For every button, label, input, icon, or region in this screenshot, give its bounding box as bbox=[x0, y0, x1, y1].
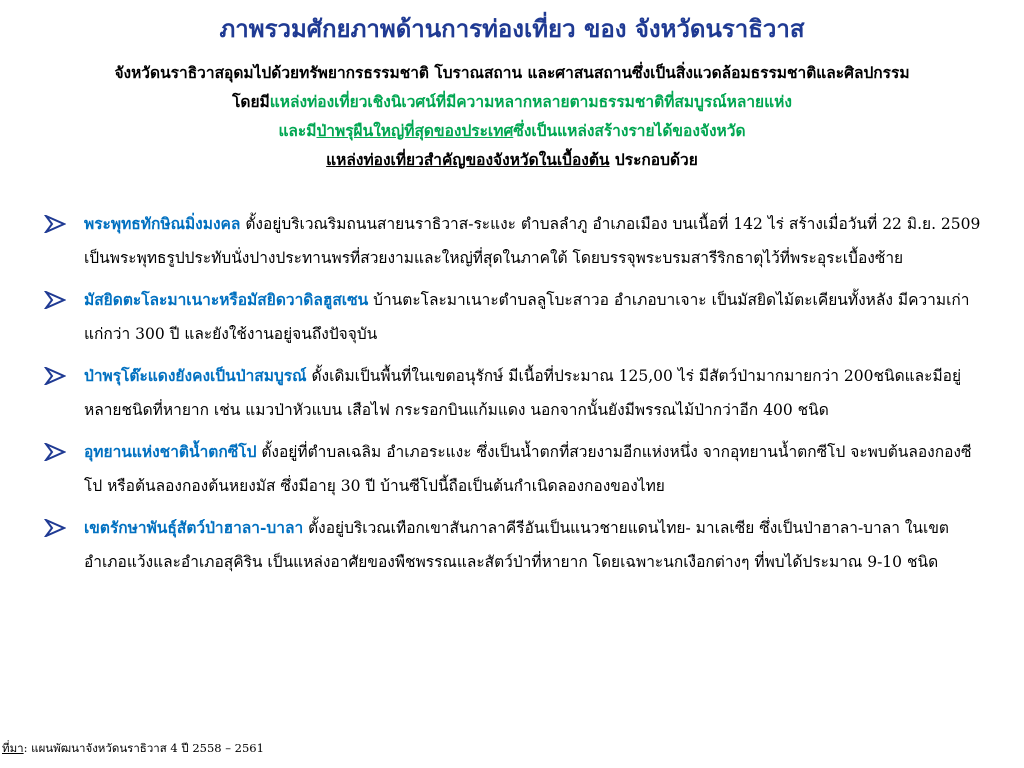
source-label: ที่มา bbox=[2, 741, 24, 755]
arrow-bullet-icon bbox=[44, 511, 84, 545]
list-item bbox=[44, 283, 984, 351]
intro-line-2 bbox=[20, 87, 1004, 116]
attraction-description: บ้านตะโละมาเนาะตำบลลูโบะสาวอ อำเภอบาเจาะ เป็นมัสยิดไม้ตะเคียนทั้งหลัง มีความเก่าแก่กว่า 300 ปี และยังใช้งานอยู่จนถึงปัจจุบัน bbox=[84, 291, 970, 343]
list-item-text bbox=[84, 359, 984, 427]
arrow-bullet-icon bbox=[44, 283, 84, 317]
list-item bbox=[44, 359, 984, 427]
list-item-text bbox=[84, 435, 984, 503]
attraction-description: ตั้งอยู่บริเวณริมถนนสายนราธิวาส-ระแงะ ตำบลลำภู อำเภอเมือง บนเนื้อที่ 142 ไร่ สร้างเมื่อวันที่ 22 มิ.ย. 2509 เป็นพระพุทธรูปประทับนั่งปางประทานพรที่สวยงามและใหญ่ที่สุดในภาคใต้ โดยบรรจุพระบรมสารีริกธาตุไว้ที่พระอุระเบื้องซ้าย bbox=[84, 215, 981, 267]
page-title: ภาพรวมศักยภาพด้านการท่องเที่ยว ของ จังหวัดนราธิวาส bbox=[219, 14, 805, 43]
intro-underlined-peat-swamp: ป่าพรุผืนใหญ่ที่สุดของประเทศ bbox=[316, 121, 514, 140]
intro-line-4 bbox=[20, 145, 1004, 174]
list-item bbox=[44, 435, 984, 503]
intro-line-3-suffix: ซึ่งเป็นแหล่งสร้างรายได้ของจังหวัด bbox=[513, 121, 746, 140]
attraction-name: ป่าพรุโต๊ะแดงยังคงเป็นป่าสมบูรณ์ bbox=[84, 366, 307, 385]
attraction-name: อุทยานแห่งชาติน้ำตกซีโป bbox=[84, 442, 257, 461]
attraction-description: ตั้งอยู่บริเวณเทือกเขาสันกาลาคีรีอันเป็นแนวชายแดนไทย- มาเลเซีย ซึ่งเป็นป่าฮาลา-บาลา ในเขตอำเภอแว้งและอำเภอสุคิริน เป็นแหล่งอาศัยของพืชพรรณและสัตว์ป่าที่หายาก โดยเฉพาะนกเงือกต่างๆ ที่พบได้ประมาณ 9-10 ชนิด bbox=[84, 519, 949, 571]
source-citation bbox=[2, 740, 264, 758]
attraction-list bbox=[44, 207, 984, 587]
list-item bbox=[44, 511, 984, 579]
intro-line-1: จังหวัดนราธิวาสอุดมไปด้วยทรัพยากรธรรมชาติ โบราณสถาน และศาสนสถานซึ่งเป็นสิ่งแวดล้อมธรรมชาติและศิลปกรรม bbox=[114, 63, 910, 82]
attraction-name: มัสยิดตะโละมาเนาะหรือมัสยิดวาดิลฮูสเซน bbox=[84, 290, 369, 309]
intro-line-2-prefix: โดยมี bbox=[232, 92, 270, 111]
list-item-text bbox=[84, 511, 984, 579]
arrow-bullet-icon bbox=[44, 435, 84, 469]
intro-paragraph bbox=[20, 58, 1004, 174]
list-item bbox=[44, 207, 984, 275]
list-item-text bbox=[84, 283, 984, 351]
attraction-description: ดั้งเดิมเป็นพื้นที่ในเขตอนุรักษ์ มีเนื้อที่ประมาณ 125,00 ไร่ มีสัตว์ป่ามากมายกว่า 200ชนิดและมีอยู่หลายชนิดที่หายาก เช่น แมวป่าหัวแบน เสือไฟ กระรอกบินแก้มแดง นอกจากนั้นยังมีพรรณไม้ป่ากว่าอีก 400 ชนิด bbox=[84, 367, 962, 419]
arrow-bullet-icon bbox=[44, 359, 84, 393]
list-item-text bbox=[84, 207, 984, 275]
intro-line-3-prefix: และมี bbox=[278, 121, 317, 140]
source-text: : แผนพัฒนาจังหวัดนราธิวาส 4 ปี 2558 – 2561 bbox=[23, 741, 264, 755]
attraction-name: พระพุทธทักษิณมิ่งมงคล bbox=[84, 214, 241, 233]
arrow-bullet-icon bbox=[44, 207, 84, 241]
intro-underlined-attractions: แหล่งท่องเที่ยวสำคัญของจังหวัดในเบื้องต้น bbox=[326, 150, 610, 169]
intro-highlight: แหล่งท่องเที่ยวเชิงนิเวศน์ที่มีความหลากหลายตามธรรมชาติที่สมบูรณ์หลายแห่ง bbox=[269, 92, 792, 111]
intro-line-3 bbox=[20, 116, 1004, 145]
intro-line-4-suffix: ประกอบด้วย bbox=[609, 150, 698, 169]
attraction-description: ตั้งอยู่ที่ตำบลเฉลิม อำเภอระแงะ ซึ่งเป็นน้ำตกที่สวยงามอีกแห่งหนึ่ง จากอุทยานน้ำตกซีโป จะพบต้นลองกองซีโป หรือต้นลองกองต้นหยงมัส ซึ่งมีอายุ 30 ปี บ้านซีโปนี้ถือเป็นต้นกำเนิดลองกองของไทย bbox=[84, 443, 972, 495]
attraction-name: เขตรักษาพันธุ์สัตว์ป่าฮาลา-บาลา bbox=[84, 518, 304, 537]
